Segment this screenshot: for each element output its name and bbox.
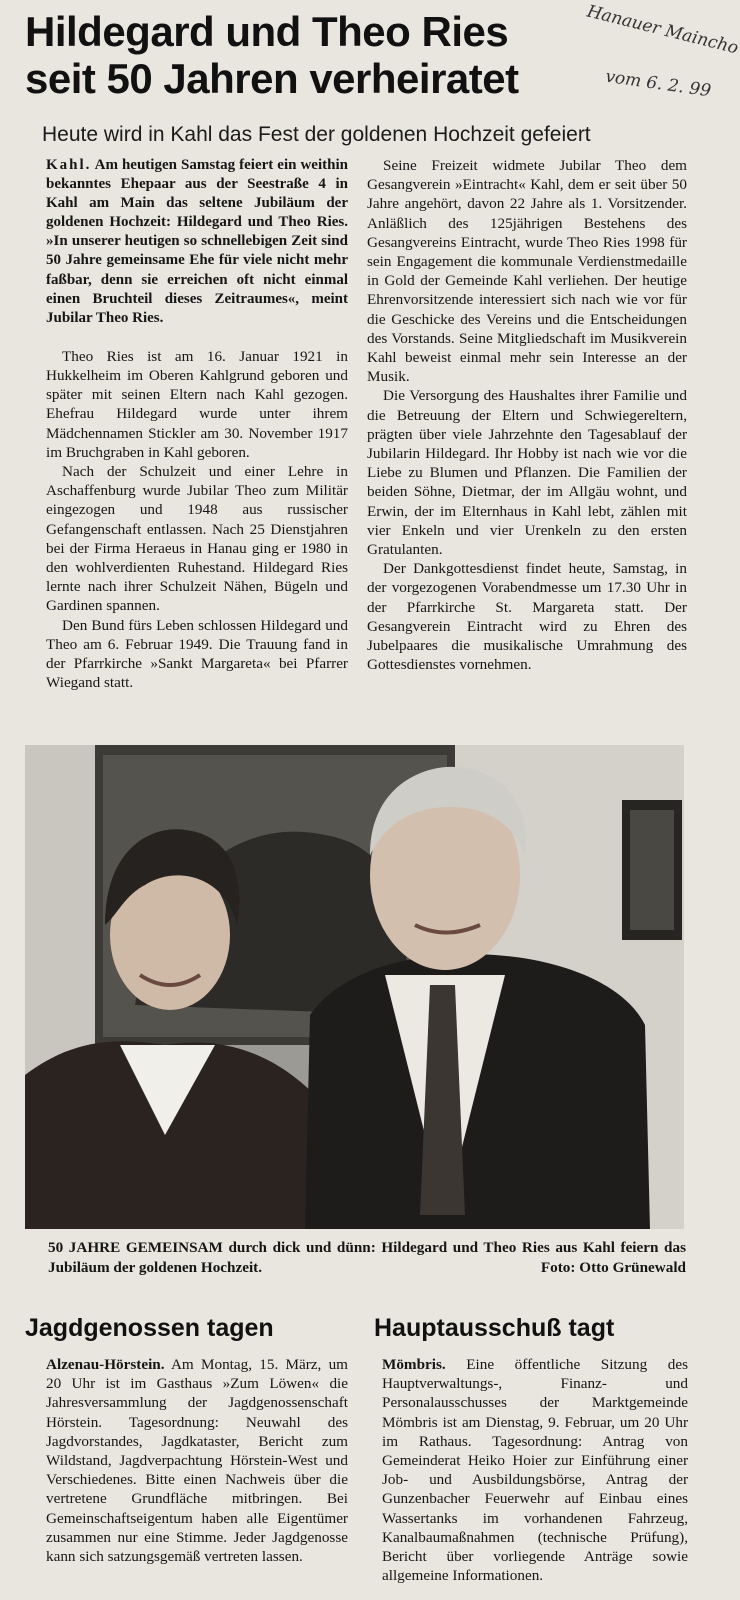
article2-headline: Jagdgenossen tagen <box>25 1314 274 1342</box>
body-paragraph-3: Den Bund fürs Leben schlossen Hildegard und Theo am 6. Februar 1949. Die Trauung fand in der Pfarrkirche »Sankt Margareta« bei Pfarrer Wiegand statt. <box>46 616 348 692</box>
handwritten-source: Hanauer Maincho <box>584 1 740 59</box>
text-column-right <box>367 156 687 674</box>
article3-text: Eine öffentliche Sitzung des Hauptverwaltungs-, Finanz- und Personalausschusses der Marktgemeinde Mömbris ist am Dienstag, 9. Februar, um 20 Uhr im Rathaus. Tagesordnung: Antrag von Gemeinderat Heiko Hoier zur Einführung einer Job- und Ausbildungsbörse, Antrag der Gunzenbacher Feuerwehr auf Einbau eines Wassertanks im vorhandenen Fahrzeug, Kanalbaumaßnahmen (technische Prüfung), Bericht über vorliegende Anträge sowie allgemeine Informationen. <box>382 1356 688 1585</box>
handwritten-source-note <box>584 1 740 106</box>
article2-body <box>46 1355 348 1566</box>
article2-paragraph <box>46 1355 348 1566</box>
photo-credit: Foto: Otto Grünewald <box>540 1258 686 1276</box>
article3-place: Mömbris. <box>382 1356 446 1373</box>
article2-place: Alzenau-Hörstein. <box>46 1356 165 1373</box>
headline-line-1: Hildegard und Theo Ries <box>25 8 509 55</box>
body-paragraph-2: Nach der Schulzeit und einer Lehre in Aschaffenburg wurde Jubilar Theo zum Militär eingezogen und 1948 aus russischer Gefangenschaft entlassen. Nach 25 Dienstjahren bei der Firma Heraeus in Hanau ging er 1980 in den wohlverdienten Ruhestand. Hildegard Ries lernte nach ihrer Schulzeit Nähen, Bügeln und Gardinen spannen. <box>46 463 348 615</box>
lead-paragraph <box>46 156 348 328</box>
article3-paragraph <box>382 1355 688 1585</box>
couple-photo <box>25 745 684 1229</box>
body-paragraph-1: Theo Ries ist am 16. Januar 1921 in Hukkelheim im Oberen Kahlgrund geboren und später mit seinen Eltern nach Kahl gezogen. Ehefrau Hildegard wurde unter ihrem Mädchennamen Stickler am 30. November 1917 im Bruchgraben in Kahl geboren. <box>46 347 348 461</box>
article3-body <box>382 1355 688 1585</box>
article2-text: Am Montag, 15. März, um 20 Uhr ist im Gasthaus »Zum Löwen« die Jahresversammlung der Jagdgenossenschaft Hörstein. Tagesordnung: Neuwahl des Jagdvorstandes, Jagdkataster, Bericht zum Wildstand, Jagdverpachtung Hörstein-West und Verschiedenes. Bitte einen Nachweis über die vertretene Grundfläche mitbringen. Bei Gemeinschaftseigentum haben alle Eigentümer zusammen nur eine Stimme. Jeder Jagdgenosse kann sich satzungsgemäß vertreten lassen. <box>46 1356 348 1566</box>
body-paragraph-4: Seine Freizeit widmete Jubilar Theo dem Gesangverein »Eintracht« Kahl, dem er seit über 50 Jahre angehört, davon 22 Jahre als 1. Vorsitzender. Anläßlich des 125jährigen Bestehens des Gesangvereins Eintracht, wurde Theo Ries 1998 für sein Engagement die kommunale Verdienstmedaille in Gold der Gemeinde Kahl verliehen. Der heutige Ehrenvorsitzende interessiert sich nach wie vor für die Geschicke des Vereins und die Entscheidungen des Vorstands. Seine Mitgliedschaft im Musikverein Kahl beweist einmal mehr sein Interesse an der Musik. <box>367 157 687 386</box>
body-paragraph-6: Der Dankgottesdienst findet heute, Samstag, in der vorgezogenen Vorabendmesse um 17.30 Uhr in der Pfarrkirche St. Margareta statt. Der Gesangverein Eintracht wird zu Ehren des Jubelpaares die musikalische Umrahmung des Gottesdienstes vornehmen. <box>367 560 687 674</box>
couple-photo-illustration <box>25 745 684 1229</box>
text-column-left <box>46 156 348 693</box>
lead-text: Am heutigen Samstag feiert ein weithin bekanntes Ehepaar aus der Seestraße 4 in Kahl am Main das seltene Jubiläum der goldenen Hochzeit: Hildegard und Theo Ries. »In unserer heutigen so schnellebigen Zeit sind 50 Jahre gemeinsame Ehe für viele nicht mehr faßbar, denn sie erreichen oft nicht einmal einen Bruchteil dieses Zeitraumes«, meint Jubilar Theo Ries. <box>46 157 348 326</box>
article-headline <box>25 8 645 102</box>
article3-headline: Hauptausschuß tagt <box>374 1314 615 1342</box>
body-paragraph-5: Die Versorgung des Haushaltes ihrer Familie und die Betreuung der Eltern und Schwiegereltern, prägten über viele Jahrzehnte den Tagesablauf der Jubilarin Hildegard. Ihr Hobby ist nach wie vor die Liebe zu Blumen und Pflanzen. Die Familien der beiden Söhne, Dietmar, der im Allgäu wohnt, und Erwin, der im Elternhaus in Kahl lebt, zählen mit vier Enkeln und vier Urenkeln zu den ersten Gratulanten. <box>367 387 687 559</box>
handwritten-date: vom 6. 2. 99 <box>604 66 713 102</box>
article-subheadline: Heute wird in Kahl das Fest der goldenen Hochzeit gefeiert <box>42 123 591 146</box>
caption-text: 50 JAHRE GEMEINSAM durch dick und dünn: Hildegard und Theo Ries aus Kahl feiern das Jubiläum der goldenen Hochzeit. <box>48 1239 686 1276</box>
headline-line-2: seit 50 Jahren verheiratet <box>25 55 519 102</box>
photo-caption <box>48 1238 686 1277</box>
lead-place: Kahl. <box>46 157 92 173</box>
